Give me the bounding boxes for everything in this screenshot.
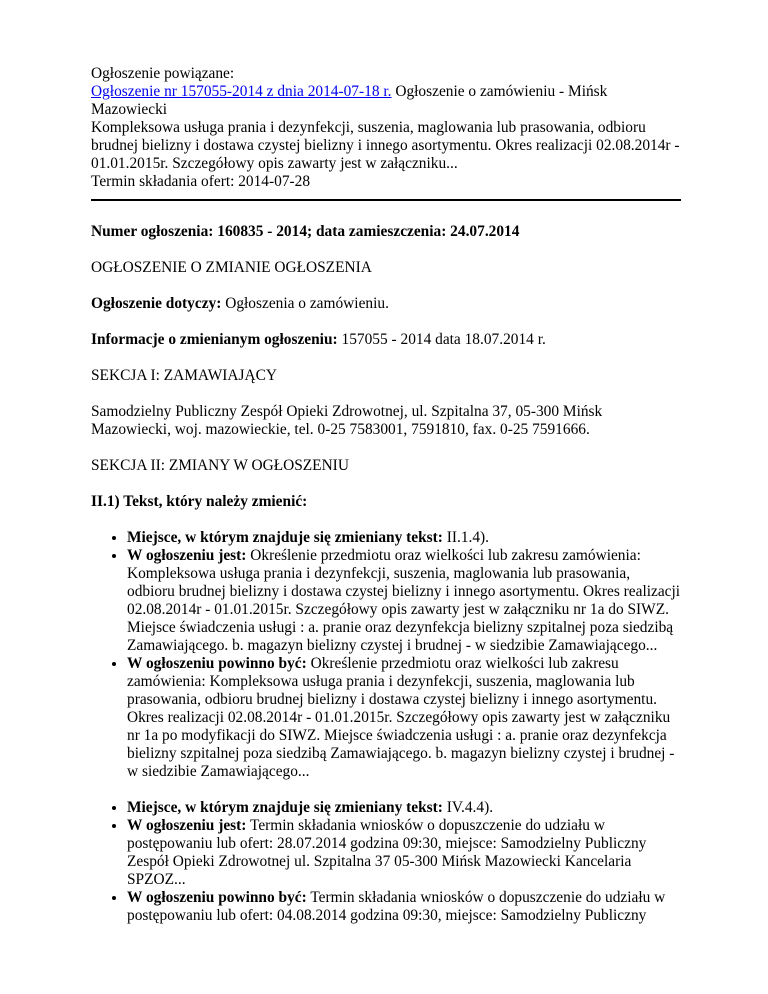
notice-number-line: Numer ogłoszenia: 160835 - 2014; data zamieszczenia: 24.07.2014 xyxy=(91,223,520,240)
list-item xyxy=(127,799,681,817)
change-b-place-label: Miejsce, w którym znajduje się zmieniany tekst: xyxy=(127,799,443,816)
change-b-is-value: Termin składania wniosków o dopuszczenie do udziału w postępowaniu lub ofert: 28.07.2014 godzina 09:30, miejsce: Samodzielny Publiczny Zespół Opieki Zdrowotnej ul. Szpitalna 37 05-300 Mińsk Mazowiecki Kancelaria SPZOZ... xyxy=(127,817,647,888)
change-a-place-value: II.1.4). xyxy=(442,529,490,546)
change-b-place-value: IV.4.4). xyxy=(442,799,494,816)
change-a-place-label: Miejsce, w którym znajduje się zmieniany tekst: xyxy=(127,529,443,546)
related-link-line xyxy=(91,83,681,119)
section1-heading: SEKCJA I: ZAMAWIAJĄCY xyxy=(91,367,278,384)
change-list-a xyxy=(91,529,681,781)
related-notice xyxy=(91,65,681,191)
change-a-should-value: Określenie przedmiotu oraz wielkości lub zakresu zamówienia: Kompleksowa usługa prania i dezynfekcji, suszenia, maglowania lub prasowania, odbioru brudnej bielizny i dostawa czystej bielizny i innego asortymentu. Okres realizacji 02.08.2014r - 01.01.2015r. Szczegółowy opis zawarty jest w załączniku nr 1a po modyfikacji do SIWZ. Miejsce świadczenia usługi : a. pranie oraz dezynfekcja bielizny szpitalnej poza siedzibą Zamawiającego. b. magazyn bielizny czystej i brudnej - w siedzibie Zamawiającego... xyxy=(127,655,675,780)
section1-body: Samodzielny Publiczny Zespół Opieki Zdrowotnej, ul. Szpitalna 37, 05-300 Mińsk Mazowiecki, woj. mazowieckie, tel. 0-25 7583001, 7591810, fax. 0-25 7591666. xyxy=(91,403,603,438)
document-content xyxy=(91,65,681,925)
horizontal-divider xyxy=(91,199,681,201)
list-item xyxy=(127,529,681,547)
change-a-is-label: W ogłoszeniu jest: xyxy=(127,547,247,564)
notice-concerns-value: Ogłoszenia o zamówieniu. xyxy=(221,295,389,312)
list-item xyxy=(127,547,681,655)
notice-concerns-label: Ogłoszenie dotyczy: xyxy=(91,295,222,312)
change-b-should-label: W ogłoszeniu powinno być: xyxy=(127,889,307,906)
notice-info xyxy=(91,331,681,349)
related-link-suffix: Ogłoszenie o zamówieniu - Mińsk Mazowiecki xyxy=(91,83,608,118)
related-heading: Ogłoszenie powiązane: xyxy=(91,65,235,82)
change-b-should-value: Termin składania wniosków o dopuszczenie do udziału w postępowaniu lub ofert: 04.08.2014 godzina 09:30, miejsce: Samodzielny Publiczny xyxy=(127,889,666,924)
change-list-b xyxy=(91,799,681,925)
related-deadline: Termin składania ofert: 2014-07-28 xyxy=(91,173,311,190)
section2-subheading: II.1) Tekst, który należy zmienić: xyxy=(91,493,308,510)
related-notice-link[interactable]: Ogłoszenie nr 157055-2014 z dnia 2014-07-18 r. xyxy=(91,83,392,100)
change-b-is-label: W ogłoszeniu jest: xyxy=(127,817,247,834)
change-a-is-value: Określenie przedmiotu oraz wielkości lub zakresu zamówienia: Kompleksowa usługa prania i dezynfekcji, suszenia, maglowania lub prasowania, odbioru brudnej bielizny i dostawa czystej bielizny i innego asortymentu. Okres realizacji 02.08.2014r - 01.01.2015r. Szczegółowy opis zawarty jest w załączniku nr 1a do SIWZ. Miejsce świadczenia usługi : a. pranie oraz dezynfekcja bielizny szpitalnej poza siedzibą Zamawiającego. b. magazyn bielizny czystej i brudnej - w siedzibie Zamawiającego... xyxy=(127,547,681,654)
notice-info-value: 157055 - 2014 data 18.07.2014 r. xyxy=(337,331,546,348)
list-item xyxy=(127,817,681,889)
related-description: Kompleksowa usługa prania i dezynfekcji, suszenia, maglowania lub prasowania, odbioru brudnej bielizny i dostawa czystej bielizny i innego asortymentu. Okres realizacji 02.08.2014r - 01.01.2015r. Szczegółowy opis zawarty jest w załączniku... xyxy=(91,119,680,172)
section2-heading: SEKCJA II: ZMIANY W OGŁOSZENIU xyxy=(91,457,349,474)
change-a-should-label: W ogłoszeniu powinno być: xyxy=(127,655,307,672)
list-item xyxy=(127,889,681,925)
list-item xyxy=(127,655,681,781)
notice-concerns xyxy=(91,295,681,313)
notice-title: OGŁOSZENIE O ZMIANIE OGŁOSZENIA xyxy=(91,259,372,276)
notice-info-label: Informacje o zmienianym ogłoszeniu: xyxy=(91,331,338,348)
